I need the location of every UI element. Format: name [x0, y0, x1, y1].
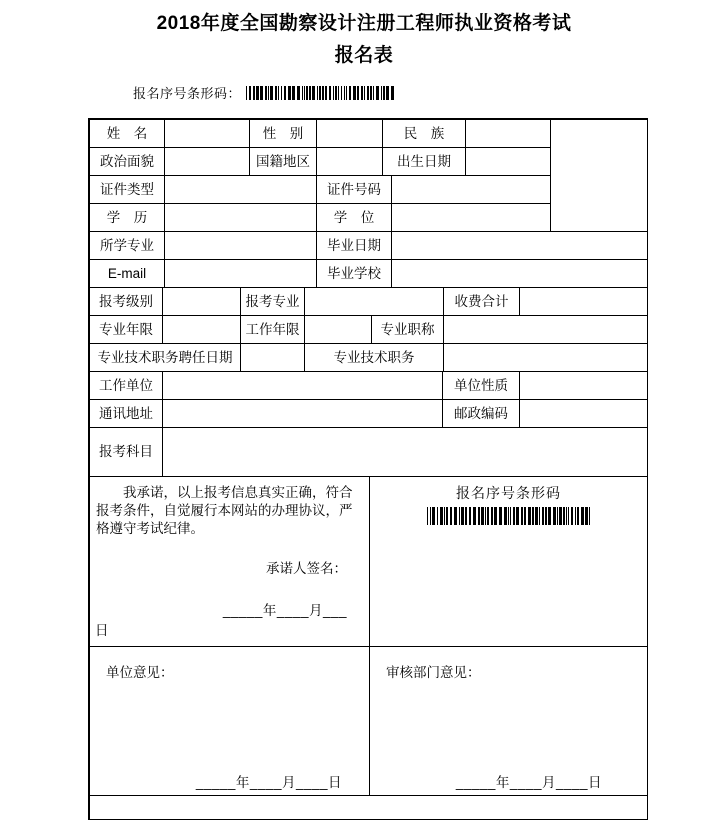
field-label-major-years: 专业年限: [90, 316, 163, 344]
field-label-mail-address: 通讯地址: [90, 400, 163, 428]
field-value-unit-type: [520, 372, 648, 400]
field-value-ethnicity: [466, 120, 551, 148]
field-value-id-number: [392, 176, 551, 204]
field-value-nationality-region: [317, 148, 383, 176]
unit-opinion-date-line: _____年____月____日: [195, 774, 342, 790]
field-value-tech-post: [444, 344, 648, 372]
field-value-political-status: [165, 148, 250, 176]
field-value-prof-title: [444, 316, 648, 344]
field-label-gender: 性 别: [250, 120, 317, 148]
field-label-work-unit: 工作单位: [90, 372, 163, 400]
field-label-exam-level: 报考级别: [90, 288, 163, 316]
field-label-graduation-school: 毕业学校: [317, 260, 392, 288]
field-value-email: [165, 260, 317, 288]
field-value-graduation-date: [392, 232, 648, 260]
field-label-exam-subjects: 报考科目: [90, 428, 163, 477]
field-value-work-years: [305, 316, 372, 344]
field-label-graduation-date: 毕业日期: [317, 232, 392, 260]
review-opinion-date-line: _____年____月____日: [455, 774, 602, 790]
signature-label: 承诺人签名：: [266, 561, 347, 576]
field-label-tech-post-appoint-date: 专业技术职务聘任日期: [90, 344, 241, 372]
field-value-major-studied: [165, 232, 317, 260]
review-opinion-label: 审核部门意见：: [386, 665, 481, 680]
field-value-id-type: [165, 176, 317, 204]
unit-opinion-cell: [90, 647, 370, 796]
personal-info-section: [89, 119, 648, 288]
field-label-prof-title: 专业职称: [372, 316, 444, 344]
top-barcode-row: [133, 83, 728, 102]
registration-number-barcode-image: [246, 86, 395, 100]
field-label-ethnicity: 民 族: [383, 120, 466, 148]
field-label-name: 姓 名: [90, 120, 165, 148]
field-label-tech-post: 专业技术职务: [305, 344, 444, 372]
opinions-section: [89, 646, 648, 796]
photo-box: [551, 120, 648, 232]
title-line2: 报名表: [334, 45, 394, 66]
footer-section: [89, 795, 648, 820]
field-value-degree: [392, 204, 551, 232]
field-value-exam-major: [305, 288, 444, 316]
field-label-degree: 学 位: [317, 204, 392, 232]
field-value-fee-total: [520, 288, 648, 316]
review-opinion-cell: [370, 647, 648, 796]
field-value-exam-subjects: [163, 428, 648, 477]
field-value-birth-date: [466, 148, 551, 176]
field-value-postal-code: [520, 400, 648, 428]
field-value-gender: [317, 120, 383, 148]
cell-barcode-label: 报名序号条形码: [456, 485, 561, 501]
field-label-postal-code: 邮政编码: [443, 400, 520, 428]
field-label-education: 学 历: [90, 204, 165, 232]
commitment-statement: 我承诺，以上报考信息真实正确，符合报考条件，自觉履行本网站的办理协议，严格遵守考试纪律。: [96, 485, 353, 536]
field-label-id-number: 证件号码: [317, 176, 392, 204]
field-value-education: [165, 204, 317, 232]
field-label-nationality-region: 国籍地区: [250, 148, 317, 176]
commitment-date-wrap: 日: [95, 623, 109, 639]
field-label-fee-total: 收费合计: [444, 288, 520, 316]
field-label-birth-date: 出生日期: [383, 148, 466, 176]
cell-barcode-image: [427, 507, 590, 525]
field-value-work-unit: [163, 372, 443, 400]
field-label-work-years: 工作年限: [241, 316, 305, 344]
field-label-email: E-mail: [90, 260, 165, 288]
page-title: [0, 0, 728, 72]
exam-info-section: [89, 287, 648, 372]
form-table: [88, 118, 648, 820]
field-label-unit-type: 单位性质: [443, 372, 520, 400]
field-value-exam-level: [163, 288, 241, 316]
field-value-major-years: [163, 316, 241, 344]
field-value-mail-address: [163, 400, 443, 428]
field-value-name: [165, 120, 250, 148]
unit-opinion-label: 单位意见：: [106, 665, 174, 680]
field-label-major-studied: 所学专业: [90, 232, 165, 260]
field-label-exam-major: 报考专业: [241, 288, 305, 316]
field-value-graduation-school: [392, 260, 648, 288]
field-label-id-type: 证件类型: [90, 176, 165, 204]
work-info-section: [89, 371, 648, 477]
footer-empty-cell: [90, 796, 648, 820]
commitment-section: [89, 476, 648, 647]
commitment-cell: [90, 477, 370, 647]
field-label-political-status: 政治面貌: [90, 148, 165, 176]
commitment-date-line: _____年____月___: [222, 602, 347, 618]
top-barcode-label: 报名序号条形码：: [133, 86, 242, 101]
barcode-cell: [370, 477, 648, 647]
field-value-tech-post-appoint-date: [241, 344, 305, 372]
title-line1: 2018年度全国勘察设计注册工程师执业资格考试: [156, 13, 572, 34]
